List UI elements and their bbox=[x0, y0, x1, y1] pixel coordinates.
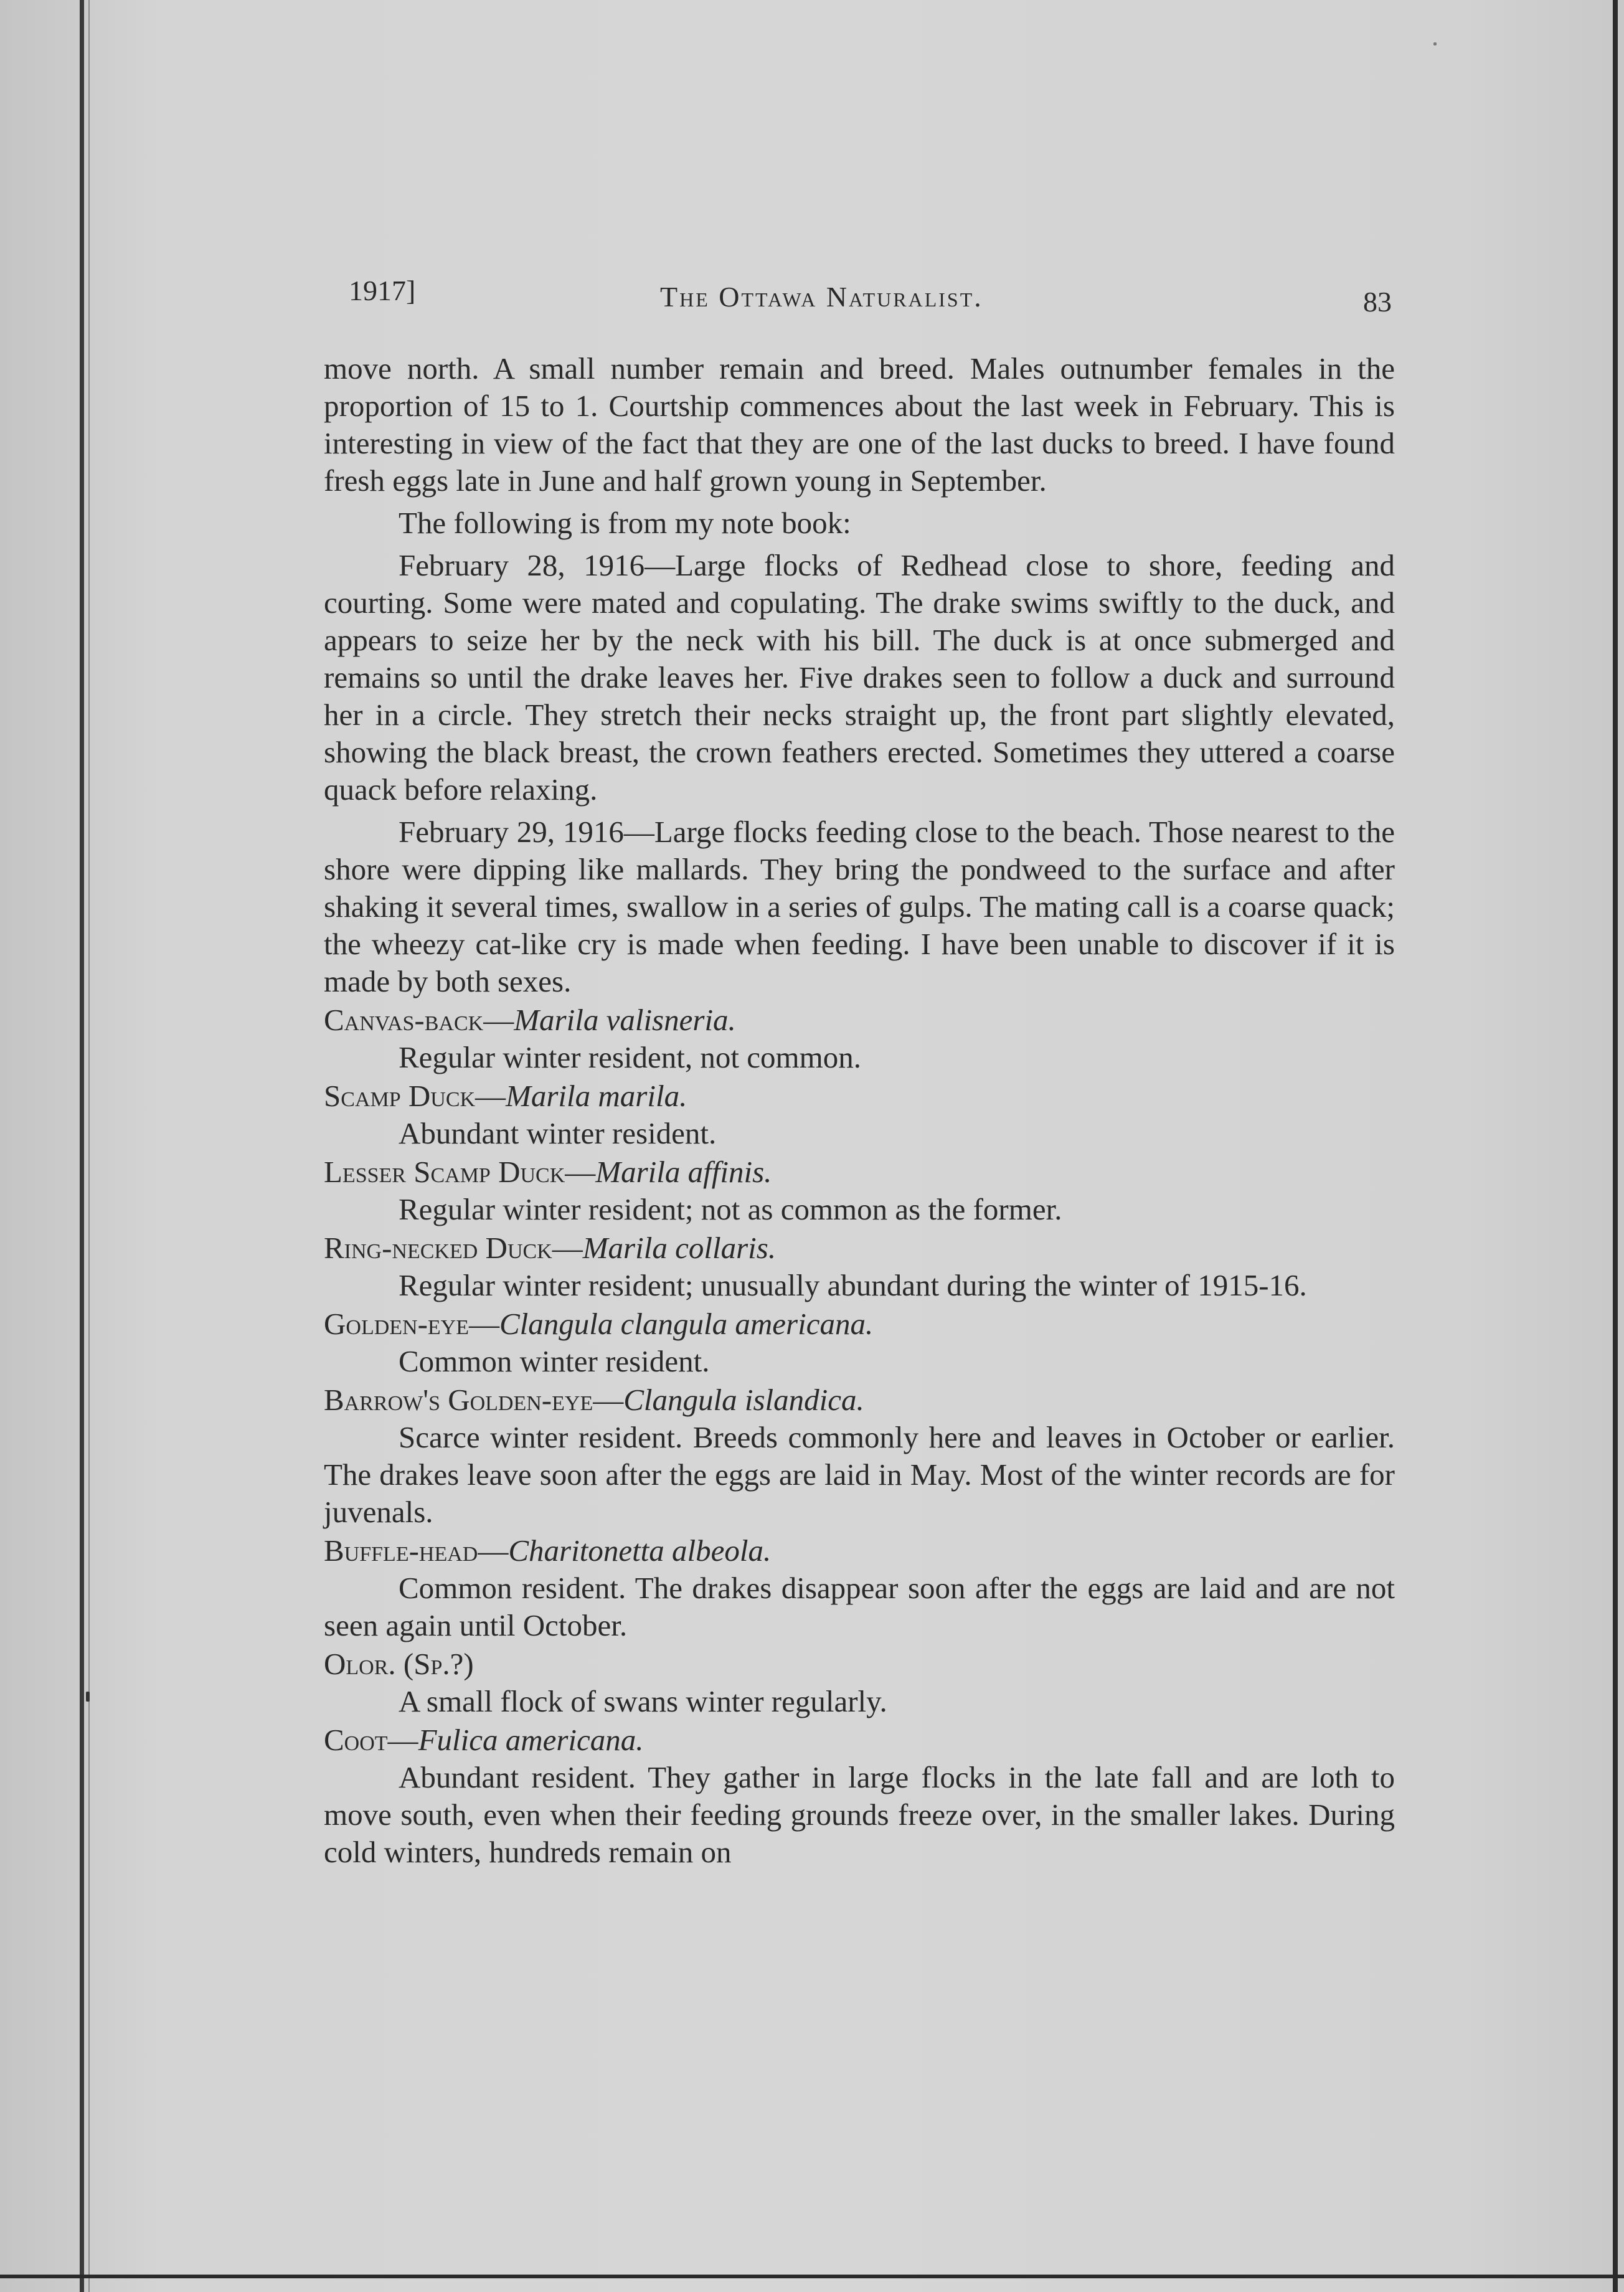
scan-speck bbox=[86, 1692, 90, 1702]
species-note: Regular winter resident; not as common as the former. bbox=[399, 1192, 1062, 1226]
species-note: Abundant resident. They gather in large flocks in the late fall and are loth to move south, even when their feeding grounds freeze over, in the smaller lakes. During cold winters, hundreds remain on bbox=[324, 1760, 1395, 1869]
species-heading bbox=[324, 1721, 1395, 1759]
paragraph-continuation: move north. A small number remain and breed. Males outnumber females in the proportion of 15 to 1. Courtship commences about the last week in February. This is interesting in view of the fact that they are one of the last ducks to breed. I have found fresh eggs late in June and half grown young in September. bbox=[324, 351, 1395, 498]
species-scientific-name: Marila collaris. bbox=[582, 1231, 777, 1265]
species-note: Scarce winter resident. Breeds commonly here and leaves in October or earlier. The drakes leave soon after the eggs are laid in May. Most of the winter records are for juvenals. bbox=[324, 1420, 1395, 1529]
running-head-journal: The Ottawa Naturalist. bbox=[660, 281, 983, 313]
species-heading bbox=[324, 1077, 1395, 1115]
page-number: 83 bbox=[1363, 286, 1392, 318]
species-scientific-name: Charitonetta albeola. bbox=[508, 1533, 772, 1568]
species-common-name: Olor. (Sp.?) bbox=[324, 1647, 474, 1681]
species-heading bbox=[324, 1153, 1395, 1191]
species-common-name: Ring-necked Duck— bbox=[324, 1231, 583, 1265]
species-scientific-name: Clangula islandica. bbox=[623, 1383, 864, 1417]
film-edge-right bbox=[1613, 0, 1618, 2292]
film-edge-left bbox=[80, 0, 84, 2292]
species-note: Common winter resident. bbox=[399, 1344, 710, 1378]
species-heading bbox=[324, 1532, 1395, 1570]
running-head bbox=[324, 269, 1395, 318]
species-common-name: Canvas-back— bbox=[324, 1003, 514, 1037]
species-common-name: Coot— bbox=[324, 1723, 418, 1757]
species-note: A small flock of swans winter regularly. bbox=[399, 1684, 887, 1718]
species-heading bbox=[324, 1305, 1395, 1343]
film-edge-bottom bbox=[0, 2275, 1624, 2278]
species-scientific-name: Marila affinis. bbox=[595, 1155, 772, 1189]
species-scientific-name: Marila valisneria. bbox=[514, 1003, 736, 1037]
species-scientific-name: Marila marila. bbox=[506, 1079, 687, 1113]
species-heading bbox=[324, 1002, 1395, 1039]
body-text bbox=[324, 350, 1395, 1871]
species-heading bbox=[324, 1646, 1395, 1683]
species-common-name: Barrow's Golden-eye— bbox=[324, 1383, 624, 1417]
species-scientific-name: Clangula clangula americana. bbox=[499, 1307, 874, 1341]
species-note: Regular winter resident, not common. bbox=[399, 1040, 861, 1074]
species-common-name: Lesser Scamp Duck— bbox=[324, 1155, 596, 1189]
paragraph-notebook-intro: The following is from my note book: bbox=[399, 506, 851, 540]
page bbox=[324, 269, 1395, 1871]
paragraph-feb-29: February 29, 1916—Large flocks feeding close to the beach. Those nearest to the shore were dipping like mallards. They bring the pondweed to the surface and after shaking it several times, swallow in a series of gulps. The mating call is a coarse quack; the wheezy cat-like cry is made when feeding. I have been unable to discover if it is made by both sexes. bbox=[324, 815, 1395, 998]
species-note: Abundant winter resident. bbox=[399, 1116, 717, 1150]
species-common-name: Scamp Duck— bbox=[324, 1079, 506, 1113]
species-note: Common resident. The drakes disappear soon after the eggs are laid and are not seen again until October. bbox=[324, 1571, 1395, 1642]
running-head-year: 1917] bbox=[349, 275, 416, 306]
species-scientific-name: Fulica americana. bbox=[418, 1723, 644, 1757]
species-heading bbox=[324, 1229, 1395, 1267]
film-edge-left-thin bbox=[88, 0, 90, 2292]
species-note: Regular winter resident; unusually abundant during the winter of 1915-16. bbox=[399, 1268, 1307, 1302]
species-common-name: Golden-eye— bbox=[324, 1307, 499, 1341]
paragraph-feb-28: February 28, 1916—Large flocks of Redhead close to shore, feeding and courting. Some were mated and copulating. The drake swims swiftly to the duck, and appears to seize her by the neck with his bill. The duck is at once submerged and remains so until the drake leaves her. Five drakes seen to follow a duck and surround her in a circle. They stretch their necks straight up, the front part slightly elevated, showing the black breast, the crown feathers erected. Sometimes they uttered a coarse quack before relaxing. bbox=[324, 548, 1395, 807]
species-common-name: Buffle-head— bbox=[324, 1533, 509, 1568]
species-heading bbox=[324, 1381, 1395, 1419]
scan-speck bbox=[1433, 42, 1437, 45]
